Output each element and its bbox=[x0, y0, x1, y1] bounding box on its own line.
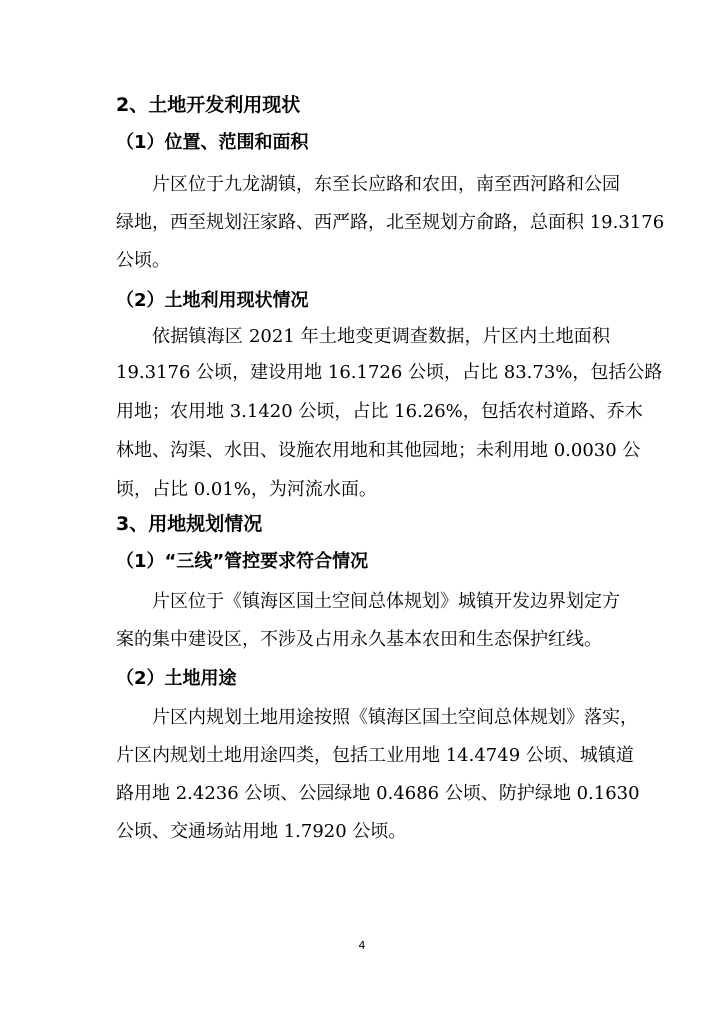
subsection-heading-location: （1）位置、范围和面积 bbox=[116, 132, 309, 153]
subsection-heading-current-status: （2）土地利用现状情况 bbox=[116, 290, 309, 311]
subsection-heading-land-use: （2）土地用途 bbox=[116, 668, 237, 689]
section-heading-land-use-status: 2、土地开发利用现状 bbox=[116, 94, 301, 116]
paragraph-line: 片区位于《镇海区国土空间总体规划》城镇开发边界划定方 bbox=[152, 591, 620, 612]
paragraph-line: 绿地，西至规划汪家路、西严路，北至规划方俞路，总面积 19.3176 bbox=[116, 212, 665, 233]
page-number: 4 bbox=[358, 939, 366, 952]
paragraph-line: 公顷、交通场站用地 1.7920 公顷。 bbox=[116, 821, 407, 842]
paragraph-line: 公顷。 bbox=[116, 250, 170, 271]
subsection-heading-three-lines: （1）“三线”管控要求符合情况 bbox=[116, 551, 369, 572]
section-heading-land-planning: 3、用地规划情况 bbox=[116, 513, 263, 535]
paragraph-line: 林地、沟渠、水田、设施农用地和其他园地；未利用地 0.0030 公 bbox=[116, 440, 641, 461]
paragraph-line: 片区内规划土地用途按照《镇海区国土空间总体规划》落实， bbox=[152, 707, 638, 728]
paragraph-line: 片区位于九龙湖镇，东至长应路和农田，南至西河路和公园 bbox=[152, 174, 620, 195]
paragraph-line: 顷，占比 0.01%，为河流水面。 bbox=[116, 479, 377, 500]
paragraph-line: 19.3176 公顷，建设用地 16.1726 公顷，占比 83.73%，包括公路 bbox=[116, 362, 663, 383]
paragraph-line: 片区内规划土地用途四类，包括工业用地 14.4749 公顷、城镇道 bbox=[116, 745, 634, 766]
paragraph-line: 依据镇海区 2021 年土地变更调查数据，片区内土地面积 bbox=[152, 326, 610, 347]
paragraph-line: 案的集中建设区，不涉及占用永久基本农田和生态保护红线。 bbox=[116, 629, 602, 650]
paragraph-line: 路用地 2.4236 公顷、公园绿地 0.4686 公顷、防护绿地 0.1630 bbox=[116, 783, 640, 804]
paragraph-line: 用地；农用地 3.1420 公顷，占比 16.26%，包括农村道路、乔木 bbox=[116, 401, 643, 422]
